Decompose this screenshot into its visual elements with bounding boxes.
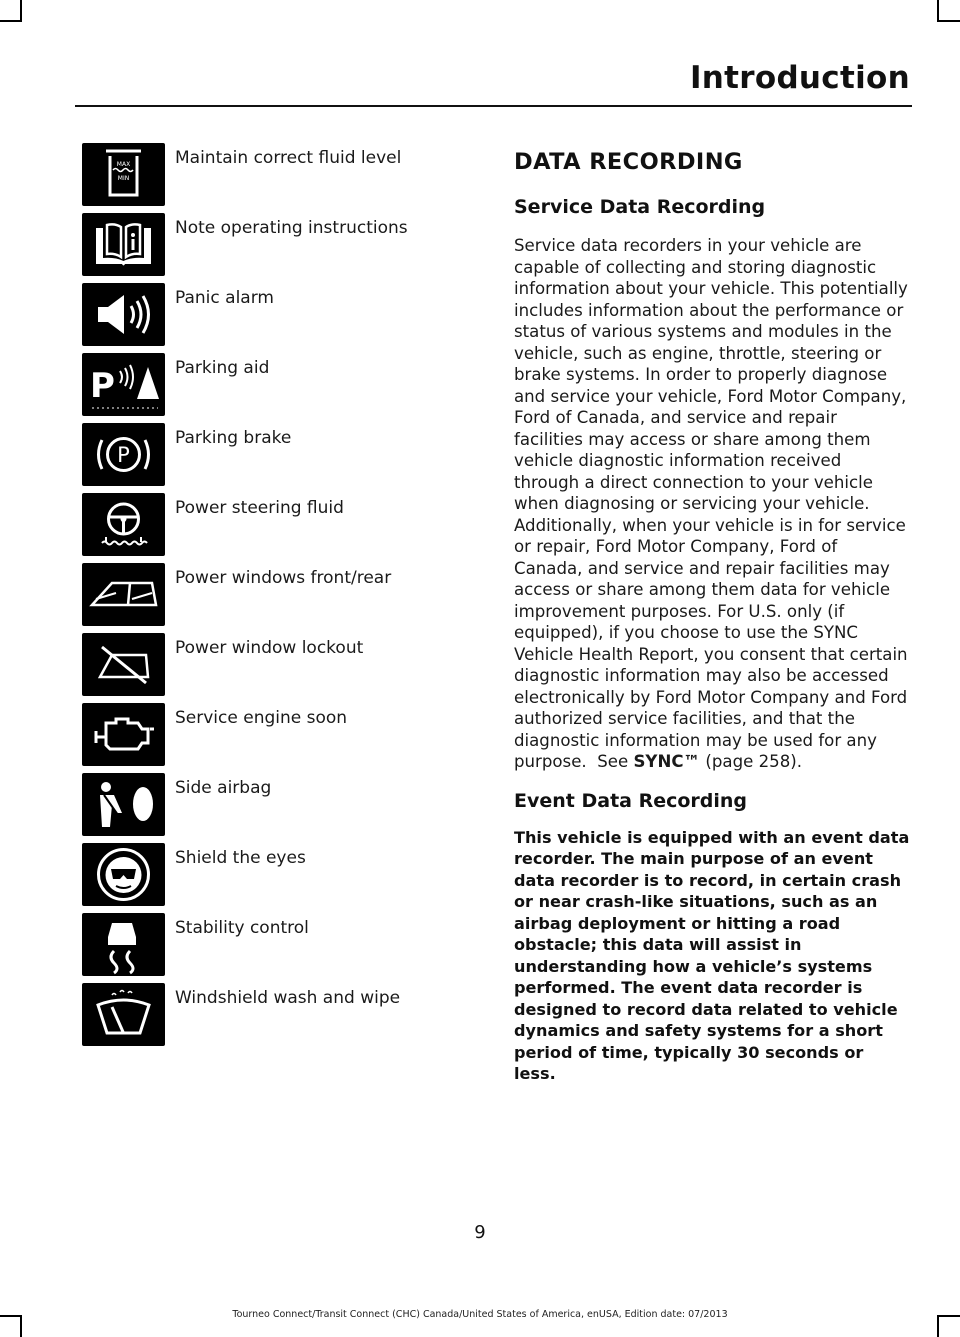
symbol-row — [82, 490, 482, 560]
max-label: MAX — [116, 161, 131, 168]
symbol-row — [82, 700, 482, 770]
operating-instructions-icon — [82, 213, 165, 276]
symbol-row — [82, 980, 482, 1050]
symbol-label: Power windows front/rear — [175, 568, 392, 588]
service-data-text: Service data recorders in your vehicle are capable of collecting and storing diagnostic information about your vehicle. This potentially includes information about the performance or status of various systems and modules in the vehicle, such as engine, throttle, steering or brake systems. In order to properly diagnose and service your vehicle, Ford Motor Company, Ford of Canada, and service and repair facilities may access or share among them vehicle diagnostic information received through a direct connection to your vehicle when diagnosing or servicing your vehicle. Additionally, when your vehicle is in for service or repair, Ford Motor Company, Ford of Canada, and service and repair facilities may access or share among them data for vehicle improvement purposes. For U.S. only (if equipped), if you choose to use the SYNC Vehicle Health Report, you consent that certain diagnostic information may also be accessed electronically by Ford Motor Company and Ford authorized service facilities, and that the diagnostic information may be used for any purpose. — [514, 236, 908, 771]
fluid-level-icon — [82, 143, 165, 206]
crop-mark — [937, 0, 939, 22]
symbol-row — [82, 280, 482, 350]
symbol-row — [82, 420, 482, 490]
section-heading: DATA RECORDING — [514, 149, 743, 175]
service-data-paragraph — [514, 235, 910, 773]
symbol-label: Parking brake — [175, 428, 292, 448]
symbol-label: Service engine soon — [175, 708, 348, 728]
see-text: See — [597, 752, 629, 771]
stability-control-icon — [82, 913, 165, 976]
page-reference: (page 258). — [705, 752, 803, 771]
sync-link[interactable]: SYNC™ — [633, 752, 701, 771]
service-data-heading: Service Data Recording — [514, 196, 766, 218]
power-window-lockout-icon — [82, 633, 165, 696]
crop-mark — [938, 20, 960, 22]
symbol-row — [82, 140, 482, 210]
service-engine-icon — [82, 703, 165, 766]
symbol-row — [82, 840, 482, 910]
parking-aid-icon — [82, 353, 165, 416]
footer-text: Tourneo Connect/Transit Connect (CHC) Canada/United States of America, enUSA, Edition date: 07/2013 — [232, 1309, 728, 1320]
event-data-paragraph: This vehicle is equipped with an event data recorder. The main purpose of an event data recorder is to record, in certain crash or near crash-like situations, such as an airbag deployment or hitting a road obstacle; this data will assist in understanding how a vehicle’s systems performed. The event data recorder is designed to record data related to vehicle dynamics and safety systems for a short period of time, typically 30 seconds or less. — [514, 827, 910, 1083]
page-title: Introduction — [689, 60, 910, 96]
crop-mark — [0, 20, 22, 22]
power-steering-fluid-icon — [82, 493, 165, 556]
data-recording-section — [514, 145, 910, 1085]
min-label: MIN — [117, 175, 130, 182]
event-data-heading: Event Data Recording — [514, 789, 748, 812]
symbol-row — [82, 630, 482, 700]
side-airbag-icon — [82, 773, 165, 836]
symbol-row — [82, 560, 482, 630]
symbol-label: Parking aid — [175, 358, 270, 378]
symbol-row — [82, 210, 482, 280]
symbol-label: Panic alarm — [175, 288, 274, 308]
symbol-row — [82, 770, 482, 840]
symbol-label: Side airbag — [175, 778, 272, 798]
svg-text:P: P — [90, 366, 115, 406]
symbol-row — [82, 350, 482, 420]
symbol-label: Stability control — [175, 918, 309, 938]
symbol-label: Power window lockout — [175, 638, 364, 658]
symbol-label: Windshield wash and wipe — [175, 988, 401, 1008]
header-divider — [75, 105, 912, 107]
symbol-label: Maintain correct fluid level — [175, 148, 402, 168]
symbol-row — [82, 910, 482, 980]
windshield-wash-icon — [82, 983, 165, 1046]
symbol-label: Shield the eyes — [175, 848, 306, 868]
panic-alarm-icon — [82, 283, 165, 346]
symbol-label: Note operating instructions — [175, 218, 408, 238]
power-windows-icon — [82, 563, 165, 626]
svg-text:P: P — [117, 443, 130, 467]
parking-brake-icon — [82, 423, 165, 486]
page-number: 9 — [474, 1222, 486, 1243]
shield-eyes-icon — [82, 843, 165, 906]
symbol-label: Power steering fluid — [175, 498, 344, 518]
crop-mark — [20, 0, 22, 22]
